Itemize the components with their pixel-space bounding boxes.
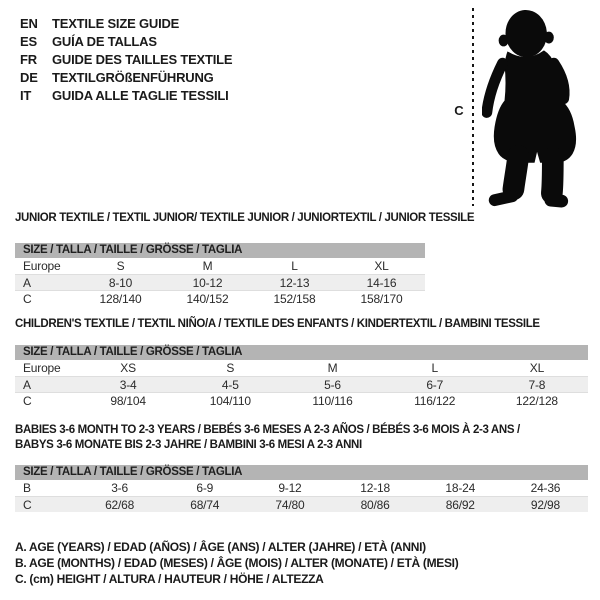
height-cell: 74/80 bbox=[275, 498, 305, 512]
junior-size-table bbox=[15, 243, 425, 306]
language-title: GUIDE DES TAILLES TEXTILE bbox=[52, 52, 233, 67]
language-title: TEXTILE SIZE GUIDE bbox=[52, 16, 180, 31]
age-cell: 9-12 bbox=[278, 481, 302, 495]
language-code: ES bbox=[20, 34, 37, 49]
table-row-age bbox=[15, 274, 425, 290]
babies-section-title bbox=[15, 423, 520, 453]
language-row-en bbox=[20, 15, 232, 33]
age-cell: 3-4 bbox=[119, 378, 137, 392]
table-row-height bbox=[15, 496, 588, 512]
height-cell: 62/68 bbox=[105, 498, 135, 512]
age-cell: 12-13 bbox=[279, 276, 310, 290]
babies-title-line1: BABIES 3-6 MONTH TO 2-3 YEARS / BEBÉS 3-6 MESES A 2-3 AÑOS / BÉBÉS 3-6 MOIS À 2-3 ANS / bbox=[15, 424, 520, 436]
age-cell: 3-6 bbox=[111, 481, 128, 495]
height-cell: 68/74 bbox=[190, 498, 220, 512]
legend-line-c: C. (cm) HEIGHT / ALTURA / HAUTEUR / HÖHE / ALTEZZA bbox=[15, 572, 324, 586]
legend-line-a: A. AGE (YEARS) / EDAD (AÑOS) / ÂGE (ANS) / ALTER (JAHRE) / ETÀ (ANNI) bbox=[15, 540, 426, 554]
language-title: GUIDA ALLE TAGLIE TESSILI bbox=[52, 88, 229, 103]
language-row-es bbox=[20, 33, 232, 51]
language-code: DE bbox=[20, 70, 38, 85]
language-row-fr bbox=[20, 51, 232, 69]
table-row-europe bbox=[15, 258, 425, 274]
age-cell: 6-7 bbox=[426, 378, 444, 392]
language-list bbox=[20, 15, 232, 105]
language-title: GUÍA DE TALLAS bbox=[52, 34, 157, 49]
size-cell: S bbox=[226, 361, 235, 375]
table-row-height bbox=[15, 392, 588, 408]
table-row-age-months bbox=[15, 480, 588, 496]
age-cell: 4-5 bbox=[221, 378, 239, 392]
age-cell: 6-9 bbox=[196, 481, 214, 495]
height-cell: 122/128 bbox=[515, 394, 558, 408]
age-cell: 7-8 bbox=[528, 378, 546, 392]
babies-title-line2: BABYS 3-6 MONATE BIS 2-3 JAHRE / BAMBINI 3-6 MESI A 2-3 ANNI bbox=[15, 439, 362, 451]
row-label: C bbox=[23, 498, 32, 512]
height-cell: 98/104 bbox=[110, 394, 146, 408]
row-label: C bbox=[23, 292, 32, 306]
language-title: TEXTILGRÖßENFÜHRUNG bbox=[52, 70, 214, 85]
height-cell: 140/152 bbox=[186, 292, 229, 306]
age-cell: 24-36 bbox=[530, 481, 561, 495]
height-cell: 158/170 bbox=[360, 292, 403, 306]
language-code: FR bbox=[20, 52, 37, 67]
row-label: B bbox=[23, 481, 31, 495]
language-code: EN bbox=[20, 16, 38, 31]
height-cell: 80/86 bbox=[360, 498, 390, 512]
size-cell: M bbox=[202, 259, 213, 273]
legend-line-b: B. AGE (MONTHS) / EDAD (MESES) / ÂGE (MOIS) / ALTER (MONATE) / ETÀ (MESI) bbox=[15, 556, 459, 570]
table-row-europe bbox=[15, 360, 588, 376]
age-cell: 10-12 bbox=[192, 276, 223, 290]
size-cell: L bbox=[431, 361, 438, 375]
size-cell: XL bbox=[374, 259, 389, 273]
age-cell: 8-10 bbox=[108, 276, 133, 290]
size-header-row: SIZE / TALLA / TAILLE / GRÖSSE / TAGLIA bbox=[15, 243, 425, 258]
age-cell: 12-18 bbox=[360, 481, 390, 495]
size-cell: M bbox=[327, 361, 338, 375]
height-cell: 92/98 bbox=[530, 498, 560, 512]
language-code: IT bbox=[20, 88, 32, 103]
height-measure-label: C bbox=[454, 103, 464, 118]
junior-section-title: JUNIOR TEXTILE / TEXTIL JUNIOR/ TEXTILE JUNIOR / JUNIORTEXTIL / JUNIOR TESSILE bbox=[15, 212, 475, 224]
size-cell: L bbox=[291, 259, 298, 273]
age-cell: 18-24 bbox=[445, 481, 476, 495]
table-row-age bbox=[15, 376, 588, 392]
row-label: A bbox=[23, 276, 31, 290]
row-label: Europe bbox=[23, 259, 61, 273]
age-cell: 5-6 bbox=[324, 378, 341, 392]
children-size-table bbox=[15, 345, 588, 408]
row-label: A bbox=[23, 378, 31, 392]
children-section-title: CHILDREN'S TEXTILE / TEXTIL NIÑO/A / TEXTILE DES ENFANTS / KINDERTEXTIL / BAMBINI TESSILE bbox=[15, 318, 540, 330]
size-header-row: SIZE / TALLA / TAILLE / GRÖSSE / TAGLIA bbox=[15, 345, 588, 360]
height-cell: 152/158 bbox=[273, 292, 316, 306]
height-cell: 86/92 bbox=[445, 498, 475, 512]
height-cell: 110/116 bbox=[312, 394, 353, 408]
height-cell: 104/110 bbox=[209, 394, 251, 408]
language-row-it bbox=[20, 87, 232, 105]
height-measure-dotted-line bbox=[472, 8, 474, 206]
size-cell: XS bbox=[120, 361, 136, 375]
size-cell: XL bbox=[529, 361, 545, 375]
language-row-de bbox=[20, 69, 232, 87]
row-label: Europe bbox=[23, 361, 61, 375]
table-row-height bbox=[15, 290, 425, 306]
babies-size-table bbox=[15, 465, 588, 512]
baby-silhouette-icon bbox=[482, 8, 600, 210]
size-header-row: SIZE / TALLA / TAILLE / GRÖSSE / TAGLIA bbox=[15, 465, 588, 480]
size-cell: S bbox=[116, 259, 125, 273]
height-cell: 128/140 bbox=[99, 292, 142, 306]
age-cell: 14-16 bbox=[366, 276, 397, 290]
height-cell: 116/122 bbox=[414, 394, 456, 408]
row-label: C bbox=[23, 394, 32, 408]
legend bbox=[15, 539, 458, 587]
